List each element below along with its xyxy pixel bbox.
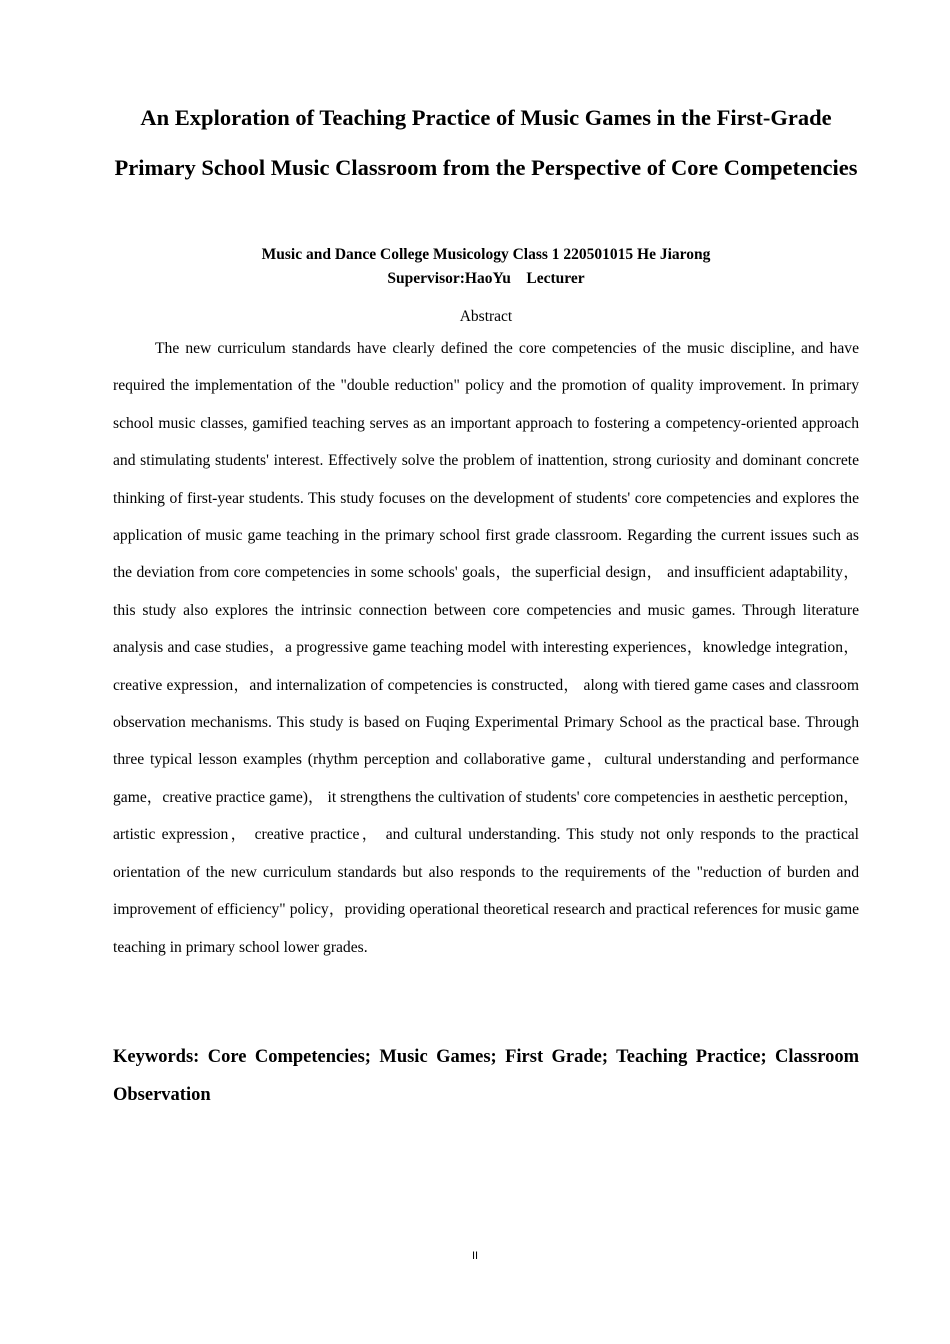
abstract-heading: Abstract — [459, 308, 513, 325]
author-line: Music and Dance College Musicology Class 1 220501015 He Jiarong — [261, 246, 711, 263]
paper-title: An Exploration of Teaching Practice of Music Games in the First-Grade Primary School Music Classroom from the Perspective of Core Competencies — [114, 105, 858, 180]
page-number: II — [471, 1250, 479, 1262]
abstract-body: The new curriculum standards have clearly defined the core competencies of the music discipline, and have required the implementation of the "double reduction" policy and the promotion of quality improvement. In primary school music classes, gamified teaching serves as an important approach to fostering a competency-oriented approach and stimulating students' interest. Effectively solve the problem of inattention, strong curiosity and dominant concrete thinking of first-year students. This study focuses on the development of students' core competencies and explores the application of music game teaching in the primary school first grade classroom. Regarding the current issues such as the deviation from core competencies in some schools' goals，the superficial design， and insufficient adaptability，this study also explores the intrinsic connection between core competencies and music games. Through literature analysis and case studies，a progressive game teaching model with interesting experiences，knowledge integration，creative expression，and internalization of competencies is constructed， along with tiered game cases and classroom observation mechanisms. This study is based on Fuqing Experimental Primary School as the practical base. Through three typical lesson examples (rhythm perception and collaborative game，cultural understanding and performance game，creative practice game)， it strengthens the cultivation of students' core competencies in aesthetic perception， artistic expression， creative practice， and cultural understanding. This study not only responds to the practical orientation of the new curriculum standards but also responds to the requirements of the "reduction of burden and improvement of efficiency" policy，providing operational theoretical research and practical references for music game teaching in primary school lower grades. — [113, 340, 859, 956]
keywords-line: Keywords: Core Competencies; Music Games; First Grade; Teaching Practice; Classroom Observation — [113, 1047, 859, 1105]
supervisor-line: Supervisor:HaoYu Lecturer — [387, 270, 585, 287]
